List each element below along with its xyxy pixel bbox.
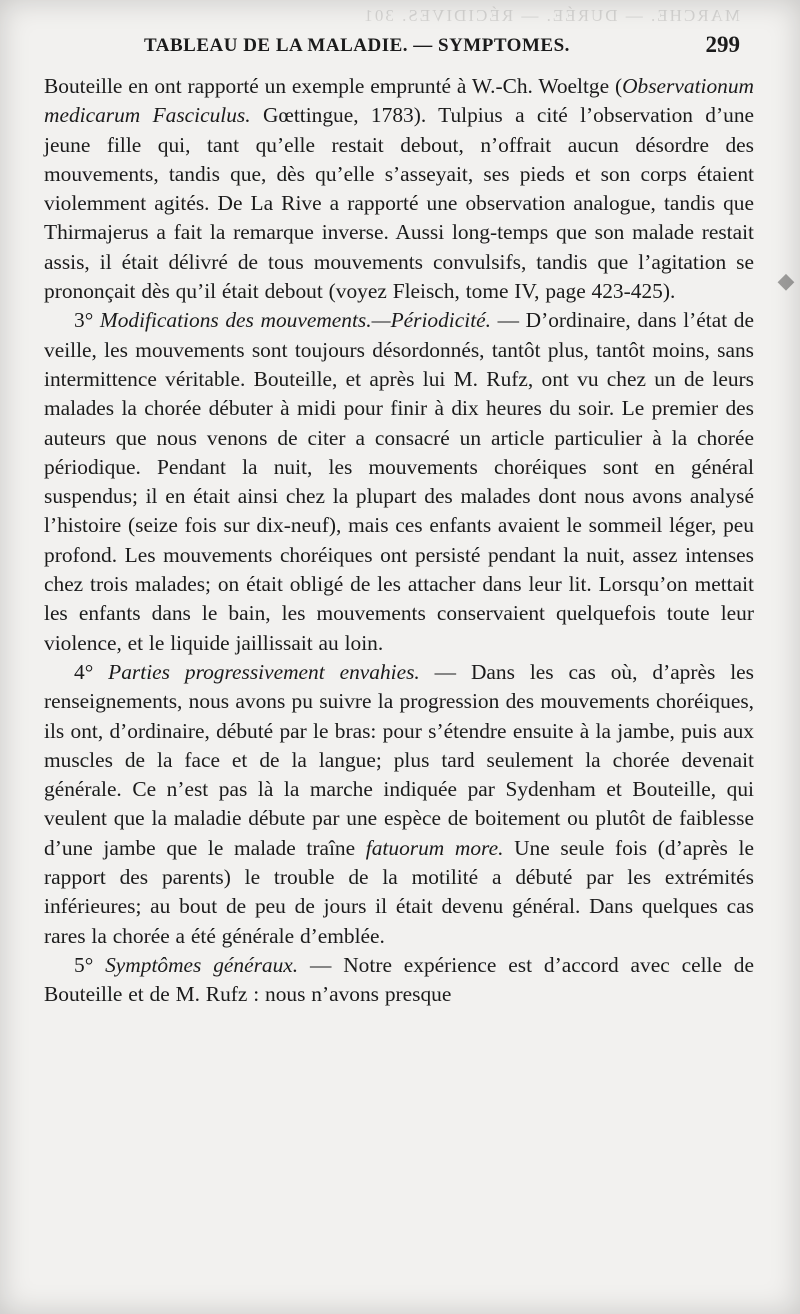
paragraph-4-number: 5° [74,952,106,977]
running-head: TABLEAU DE LA MALADIE. — SYMPTOMES. [144,35,570,56]
paragraph-1 [44,72,754,306]
paragraph-4 [44,951,754,1010]
paragraph-4-heading: Symptômes généraux. [105,952,299,977]
paragraph-1-text-1: Bouteille en ont rapporté un exemple emprunté à W.-Ch. Woeltge ( [44,74,623,98]
paragraph-3-latin-phrase: fatuorum more. [365,835,504,860]
paragraph-4-text: — Notre expérience est d’accord avec celle de Bouteille et de M. Rufz : nous n’avons presque [44,952,754,1007]
paragraph-1-citation-title: Observationum medicarum Fasciculus. [44,74,754,128]
paragraph-3-text-2: Une seule fois (d’après le rapport des parents) le trouble de la motilité a débuté par les extrémités inférieures; au bout de peu de jours il était devenu général. Dans quelques cas rares la chorée a été générale d’emblée. [44,835,754,948]
paragraph-1-text-2: Gœttingue, 1783). Tulpius a cité l’observation d’une jeune fille qui, tant qu’elle restait debout, n’offrait aucun désordre des mouvements, tandis que, dès qu’elle s’asseyait, ses pieds et son corps étaient violemment agités. De La Rive a rapporté une observation analogue, tandis que Thirmajerus a fait la remarque inverse. Aussi long-temps que son malade restait assis, il était délivré de tous mouvements convulsifs, tandis que l’agitation se prononçait dès qu’il était debout (voyez Fleisch, tome IV, page 423-425). [44,103,755,304]
paragraph-2-number: 3° [74,308,100,333]
paragraph-2-text: — D’ordinaire, dans l’état de veille, les mouvements sont toujours désordonnés, tantôt plus, tantôt moins, sans intermittence véritable. Bouteille, et après lui M. Rufz, ont vu chez un de leurs malades la chorée débuter à midi pour finir à dix heures du soir. Le premier des auteurs que nous venons de citer a consacré un article particulier à la chorée périodique. Pendant la nuit, les mouvements choréiques sont en général suspendus; il en était ainsi chez la plupart des malades dont nous avons analysé l’histoire (seize fois sur dix-neuf), mais ces enfants avaient le sommeil léger, peu profond. Les mouvements choréiques ont persisté pendant la nuit, assez intenses chez trois malades; on était obligé de les attacher dans leur lit. Lorsqu’on mettait les enfants dans le bain, les mouvements conservaient quelquefois toute leur violence, et le liquide jaillissait au loin. [44,308,754,655]
page-number: 299 [705,32,740,57]
paragraph-3-text-1: — Dans les cas où, d’après les renseignements, nous avons pu suivre la progression des mouvements choréiques, ils ont, d’ordinaire, débuté par le bras: pour s’étendre ensuite à la jambe, puis aux muscles de la face et de la langue; plus tard seulement la chorée devenait générale. Ce n’est pas là la marche indiquée par Sydenham et Bouteille, qui veulent que la maladie débute par une espèce de boitement ou plutôt de faiblesse d’une jambe que le malade traîne [44,659,754,860]
page-header [46,32,740,65]
paragraph-2-heading: Modifications des mouvements.—Périodicité. [99,308,491,333]
paragraph-3 [44,658,754,951]
body-text [44,72,754,1010]
paragraph-2 [44,306,754,658]
paragraph-3-number: 4° [74,659,109,684]
margin-mark: ◆ [777,269,795,294]
show-through-text: MARCHE. — DURÉE. — RÉCIDIVES. 301 [362,6,740,25]
paragraph-3-heading: Parties progressivement envahies. [108,659,420,684]
